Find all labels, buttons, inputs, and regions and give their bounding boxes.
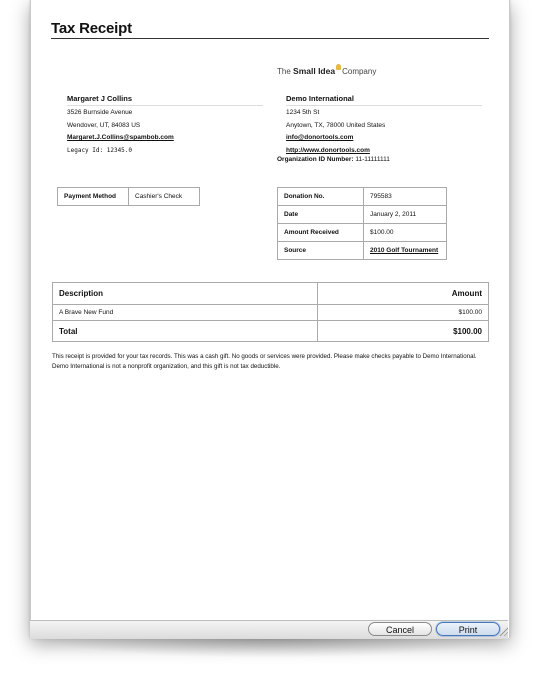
donor-address-block: [67, 92, 263, 158]
donor-name: Margaret J Collins: [67, 92, 263, 106]
amount-received-label: Amount Received: [278, 224, 364, 242]
page-title: Tax Receipt: [51, 20, 489, 39]
donation-no-label: Donation No.: [278, 188, 364, 206]
item-amount: $100.00: [318, 305, 489, 321]
donor-email-link[interactable]: Margaret.J.Collins@spambob.com: [67, 134, 174, 142]
org-address-block: [286, 92, 482, 158]
print-button[interactable]: Print: [436, 622, 500, 636]
org-id: [277, 154, 390, 167]
org-name: Demo International: [286, 92, 482, 106]
description-header: Description: [53, 283, 318, 305]
lightbulb-icon: [336, 64, 341, 70]
company-logo: The Small Idea Company: [277, 66, 377, 76]
org-email-link[interactable]: info@donortools.com: [286, 134, 354, 142]
total-amount: $100.00: [318, 321, 489, 342]
total-label: Total: [53, 321, 318, 342]
donor-legacy-id: Legacy Id: 12345.0: [67, 147, 133, 155]
donation-items-table: [52, 282, 489, 342]
org-id-label: Organization ID Number:: [277, 156, 354, 163]
org-address-line2: Anytown, TX, 78000 United States: [286, 121, 386, 129]
payment-method-table: [57, 187, 200, 206]
payment-method-label: Payment Method: [58, 188, 129, 206]
amount-header: Amount: [318, 283, 489, 305]
donation-details-table: [277, 187, 447, 260]
cancel-button[interactable]: Cancel: [368, 622, 432, 636]
item-description: A Brave New Fund: [53, 305, 318, 321]
source-link[interactable]: 2010 Golf Tournament: [370, 247, 439, 254]
org-id-value: 11-11111111: [355, 156, 390, 163]
sheet-shadow: [40, 638, 500, 658]
payment-method-value: Cashier's Check: [129, 188, 200, 206]
receipt-note: This receipt is provided for your tax records. This was a cash gift. No goods or services were provided. Please make checks payable to Demo International. Demo International is not a nonprofit organization, and this gift is not tax deductible.: [52, 353, 477, 370]
org-website-link[interactable]: http://www.donortools.com: [286, 147, 370, 155]
donor-address-line1: 3526 Burnside Avenue: [67, 109, 133, 116]
date-value: January 2, 2011: [364, 206, 447, 224]
source-label: Source: [278, 242, 364, 260]
donor-address-line2: Wendover, UT, 84083 US: [67, 121, 141, 129]
date-label: Date: [278, 206, 364, 224]
amount-received-value: $100.00: [364, 224, 447, 242]
org-address-line1: 1234 5th St: [286, 109, 320, 116]
table-row: [53, 305, 489, 321]
donation-no-value: 795583: [364, 188, 447, 206]
print-preview-sheet: [30, 0, 510, 638]
